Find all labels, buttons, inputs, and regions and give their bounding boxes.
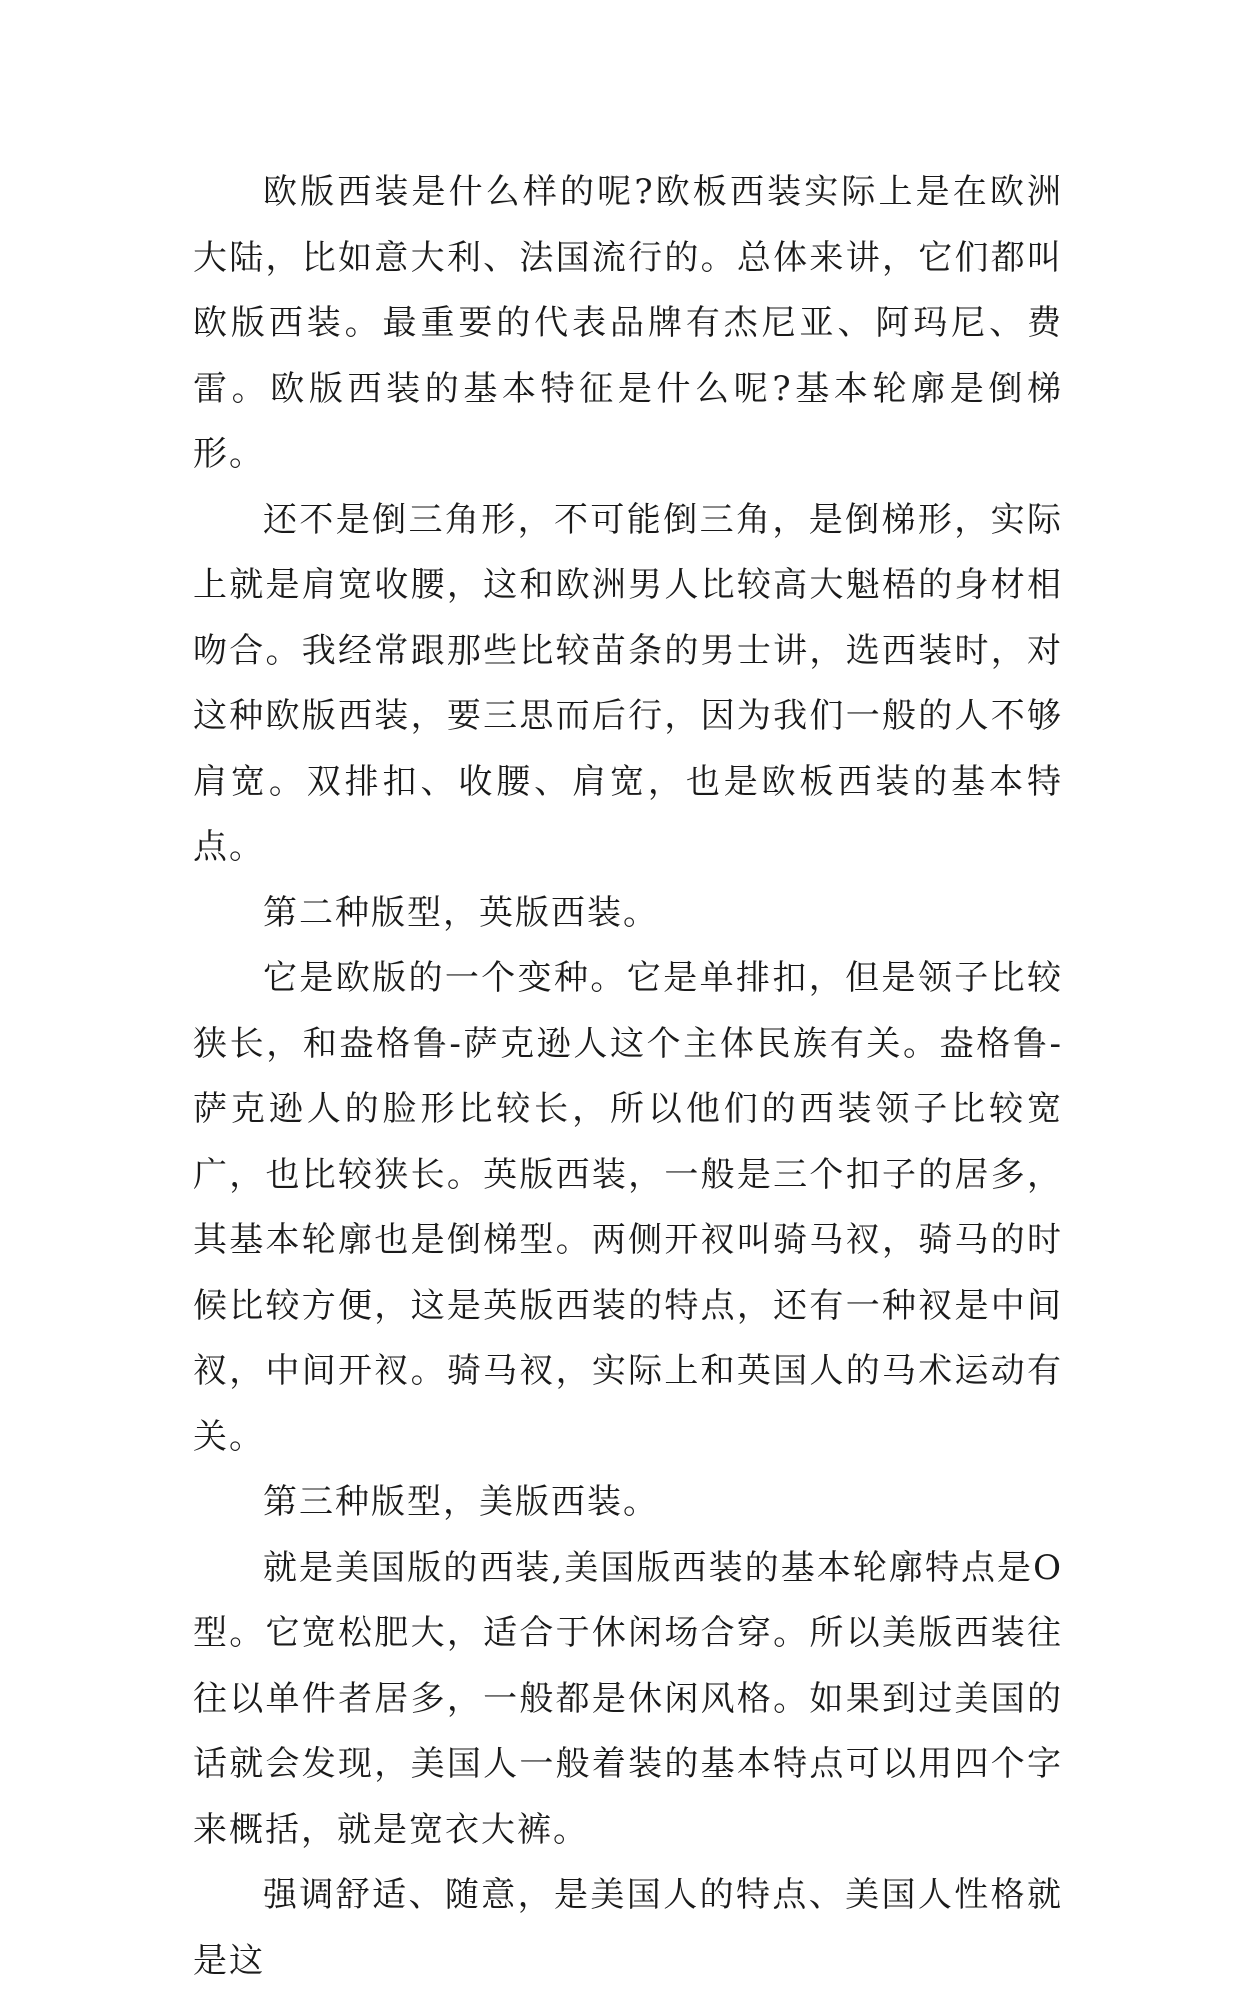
- document-body: [193, 160, 1063, 1994]
- paragraph-6: 就是美国版的西装,美国版西装的基本轮廓特点是O型。它宽松肥大，适合于休闲场合穿。所以美版西装往往以单件者居多，一般都是休闲风格。如果到过美国的话就会发现，美国人一般着装的基本特点可以用四个字来概括，就是宽衣大裤。: [193, 1547, 1063, 1850]
- paragraph-2: 还不是倒三角形，不可能倒三角，是倒梯形，实际上就是肩宽收腰，这和欧洲男人比较高大魁梧的身材相吻合。我经常跟那些比较苗条的男士讲，选西装时，对这种欧版西装，要三思而后行，因为我们一般的人不够肩宽。双排扣、收腰、肩宽，也是欧板西装的基本特点。: [193, 499, 1063, 867]
- paragraph-7: 强调舒适、随意，是美国人的特点、美国人性格就是这: [193, 1875, 1063, 1981]
- paragraph-3: 第二种版型，英版西装。: [263, 892, 659, 933]
- paragraph-5: 第三种版型，美版西装。: [263, 1482, 659, 1522]
- paragraph-1: 欧版西装是什么样的呢?欧板西装实际上是在欧洲大陆，比如意大利、法国流行的。总体来讲，它们都叫欧版西装。最重要的代表品牌有杰尼亚、阿玛尼、费雷。欧版西装的基本特征是什么呢?基本轮廓是倒梯形。: [193, 172, 1063, 474]
- paragraph-4: 它是欧版的一个变种。它是单排扣，但是领子比较狭长，和盎格鲁-萨克逊人这个主体民族有关。盎格鲁-萨克逊人的脸形比较长，所以他们的西装领子比较宽广，也比较狭长。英版西装，一般是三个扣子的居多，其基本轮廓也是倒梯型。两侧开衩叫骑马衩，骑马的时候比较方便，这是英版西装的特点，还有一种衩是中间衩，中间开衩。骑马衩，实际上和英国人的马术运动有关。: [193, 958, 1063, 1457]
